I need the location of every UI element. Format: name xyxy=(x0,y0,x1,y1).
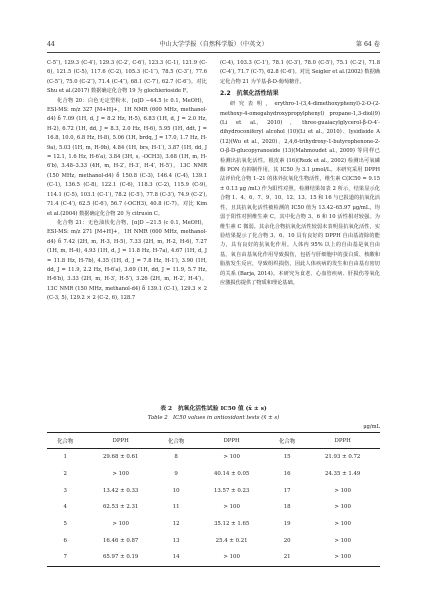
dpph-cell: 13.42 ± 0.33 xyxy=(102,487,139,494)
compound-cell: 7 xyxy=(63,554,67,561)
compound-cell: 21 xyxy=(283,554,291,561)
journal-title: 中山大学学报（自然科学版）（中英文） xyxy=(159,41,268,48)
dpph-cell: > 100 xyxy=(223,554,240,561)
compound-cell: 1 xyxy=(63,454,67,461)
table-row xyxy=(47,516,380,533)
dpph-cell: > 100 xyxy=(223,504,240,511)
table-header-row xyxy=(47,433,380,449)
dpph-cell: > 100 xyxy=(112,521,129,528)
compound-cell: 18 xyxy=(283,504,291,511)
ic50-table xyxy=(47,432,380,567)
table-row xyxy=(47,449,380,466)
table-row xyxy=(47,482,380,499)
dpph-cell: 25.4 ± 0.21 xyxy=(215,537,248,544)
dpph-cell: 65.97 ± 0.19 xyxy=(102,554,139,561)
compound-cell: 5 xyxy=(63,521,67,528)
header-dpph: DPPH xyxy=(83,433,158,449)
header-compound: 化合物 xyxy=(269,433,305,449)
dpph-cell: > 100 xyxy=(334,487,351,494)
compound-cell: 14 xyxy=(172,554,180,561)
dpph-cell: 24.35 ± 1.49 xyxy=(324,471,361,478)
dpph-cell: 21.93 ± 0.72 xyxy=(324,454,361,461)
compound-cell: 20 xyxy=(283,537,291,544)
compound-cell: 12 xyxy=(172,521,180,528)
header-rule xyxy=(47,52,380,53)
dpph-cell: > 100 xyxy=(223,454,240,461)
compound-cell: 8 xyxy=(174,454,178,461)
compound-cell: 6 xyxy=(63,537,67,544)
dpph-cell: > 100 xyxy=(334,504,351,511)
left-paragraph: 化合物 21：无色油状化合物，[α]D −21.5 (c 0.1, MeOH)，ESI-MS: m/z 271 [M+H]+，1H NMR (600 MHz, methanol-d4) δ 7.42 (2H, m, H-3, H-5), 7.33 (2H, m, H-2, H-6), 7.27 (1H, m, H-4), 4.93 (1H, d, J = 11.8 Hz, H-7a), 4.67 (1H, d, J = 11.8 Hz, H-7b), 4.35 (1H, d, J = 7.8 Hz, H-1′), 3.90 (1H, dd, J = 11.9, 2.2 Hz, H-6′a), 3.69 (1H, dd, J = 11.9, 5.7 Hz, H-6′b), 3.33 (2H, m, H-3′, H-5′), 3.26 (2H, m, H-2′, H-4′)。13C NMR (150 MHz, methanol-d4) δ 139.1 (C-1), 129.3 × 2 (C-3, 5), 129.2 × 2 (C-2, 6), 128.7 xyxy=(47,219,207,302)
right-paragraph: 研究表明，erythro-1-(3,4-dimethoxyphenyl)-2-O-(2-methoxy-4-omegahydroxypropylphenyl) propane-1,3-diol(9)(Li et al., 2010)、three-guaiacylglycerol-β-O-4′-dihydroconiferyl alcohol (10)(Li et al., 2010)、lysidiside A (12)(Wu et al., 2020)、2,4,6-trihydroxy-1-butyrophenone-2-O-β-D-glucopyranoside (13)(Mahmoudet al., 2009) 等同样已检测出抗氧化活性。根皮素 (16)(Rezk et al., 2002) 检测出可氧磷酶 PON 有抑制作用，其 IC50 为 3.1 μmol/L。本研究采用 DPPH 法评价化合物 1–21 的体外抗氧化生物活性，维生素 C(IC50 = 9.15 ± 0.13 μg /mL) 作为阳性对照。检测结果如表 2 所示，结果显示化合物 1、4、6、7、9、10、12、13、15 和 16 与已报道的抗氧化活性，且其抗氧化活性被检测的 IC50 值为 13.42–65.97 μg/mL，均弱于阳性对照维生素 C。其中化合物 3、6 和 10 活性相对较强。为维生素 C 微弱。其余化合物抗氧化活性较弱未表明显抗氧化活性，实验结果提示了化合物 3、6、10 具有良好的 DPPH 自由基清除的能力，具有良好的抗氧化作用。人体内 95% 以上的自由基是氧自由基，氧自由基氧化作用导致损伤，包括与肝细胞中的蛋白质、核酸和脂肪发生反应，导致组织损伤，因此人体疾病的发生和自由基有密切的关系 (Barja, 2014)。本研究为食老、心血管疾病、肝损伤等氧化应激损伤提供了物质和理论基础。 xyxy=(220,101,380,286)
volume-label: 第 64 卷 xyxy=(355,41,380,48)
compound-cell: 3 xyxy=(63,487,67,494)
right-paragraph: (C-4), 103.3 (C-1′), 78.1 (C-3′), 78.0 (C-5′), 75.1 (C-2′), 71.8 (C-4′), 71.7 (C-7), 62.8 (C-6′)。对比 Seigler et al.(2002) 数据确定化合物 21 为苄基-β-D-葡萄糖苷。 xyxy=(220,60,380,85)
header-compound: 化合物 xyxy=(158,433,194,449)
page-number: 44 xyxy=(47,41,55,48)
compound-cell: 19 xyxy=(283,521,291,528)
table-row xyxy=(47,499,380,516)
dpph-cell: > 100 xyxy=(334,554,351,561)
compound-cell: 2 xyxy=(63,471,67,478)
right-column xyxy=(220,59,380,288)
dpph-cell: 16.46 ± 0.87 xyxy=(102,537,139,544)
dpph-cell: 13.57 ± 0.23 xyxy=(213,487,250,494)
table-2 xyxy=(47,405,380,561)
table-caption-cn: 表 2 抗氧化活性试验 IC50 值 (x̄ ± s) xyxy=(160,406,267,412)
dpph-cell: 40.14 ± 0.05 xyxy=(213,471,250,478)
header-dpph: DPPH xyxy=(305,433,380,449)
header-compound: 化合物 xyxy=(47,433,83,449)
compound-cell: 4 xyxy=(63,504,67,511)
dpph-cell: > 100 xyxy=(334,537,351,544)
header-dpph: DPPH xyxy=(194,433,269,449)
compound-cell: 10 xyxy=(172,487,180,494)
dpph-cell: > 100 xyxy=(112,471,129,478)
compound-cell: 17 xyxy=(283,487,291,494)
dpph-cell: 62.53 ± 2.31 xyxy=(102,504,139,511)
dpph-cell: 29.68 ± 0.61 xyxy=(102,454,139,461)
section-heading: 2.2 抗氧化活性结果 xyxy=(220,90,279,98)
table-caption-en: Table 2 IC50 values in antioxidant tests (x̄ ± s) xyxy=(147,415,280,421)
compound-cell: 11 xyxy=(172,504,180,511)
dpph-cell: 35.12 ± 1.65 xyxy=(213,521,250,528)
left-paragraph: C-5′′), 129.3 (C-4′), 129.3 (C-2′, C-6′), 123.3 (C-1), 121.9 (C-6), 121.5 (C-5), 117.6 (C-2), 105.3 (C-1′′), 78.5 (C-3′′), 77.6 (C-5′′), 75.0 (C-2′′), 71.4 (C-4′′), 68.1 (C-7′), 62.7 (C-6′′)。对比 Shu et al.(2017) 数据确定化合物 19 为 glochierioside F。 xyxy=(47,60,207,95)
compound-cell: 15 xyxy=(283,454,291,461)
compound-cell: 13 xyxy=(172,537,180,544)
left-paragraph: 化合物 20：白色无定型粉末，[α]D −44.5 (c 0.1, MeOH)，ESI-MS: m/z 327 [M+H]+，1H NMR (600 MHz, methanol-d4) δ 7.09 (1H, d, J = 8.2 Hz, H-5), 6.83 (1H, d, J = 2.0 Hz, H-2), 6.72 (1H, dd, J = 8.3, 2.0 Hz, H-6), 5.95 (1H, ddt, J = 16.8, 10.0, 6.8 Hz, H-8), 5.06 (1H, brdq, J = 17.0, 1.7 Hz, H-9a), 5.03 (1H, m, H-9b), 4.84 (1H, brs, H-1′), 3.87 (1H, dd, J = 12.1, 1.6 Hz, H-6′a), 3.84 (3H, s, -OCH3), 3.68 (1H, m, H-6′b), 3.48–3.33 (4H, m, H-2′, H-3′, H-4′, H-5′)。13C NMR (150 MHz, methanol-d4) δ 150.8 (C-3), 146.4 (C-4), 139.1 (C-1), 136.5 (C-8), 122.1 (C-6), 118.3 (C-2), 115.9 (C-9), 114.1 (C-5), 103.1 (C-1′), 78.2 (C-5′), 77.8 (C-3′), 74.9 (C-2′), 71.4 (C-4′), 62.5 (C-6′), 56.7 (-OCH3), 40.8 (C-7)。对比 Kim et al.(2004) 数据确定化合物 20 为 citrusin C。 xyxy=(47,97,207,217)
table-row xyxy=(47,466,380,483)
compound-cell: 16 xyxy=(283,471,291,478)
table-unit: μg/mL xyxy=(363,424,380,430)
table-row xyxy=(47,549,380,566)
compound-cell: 9 xyxy=(174,471,178,478)
table-row xyxy=(47,532,380,549)
left-column xyxy=(47,59,207,304)
dpph-cell: > 100 xyxy=(334,521,351,528)
